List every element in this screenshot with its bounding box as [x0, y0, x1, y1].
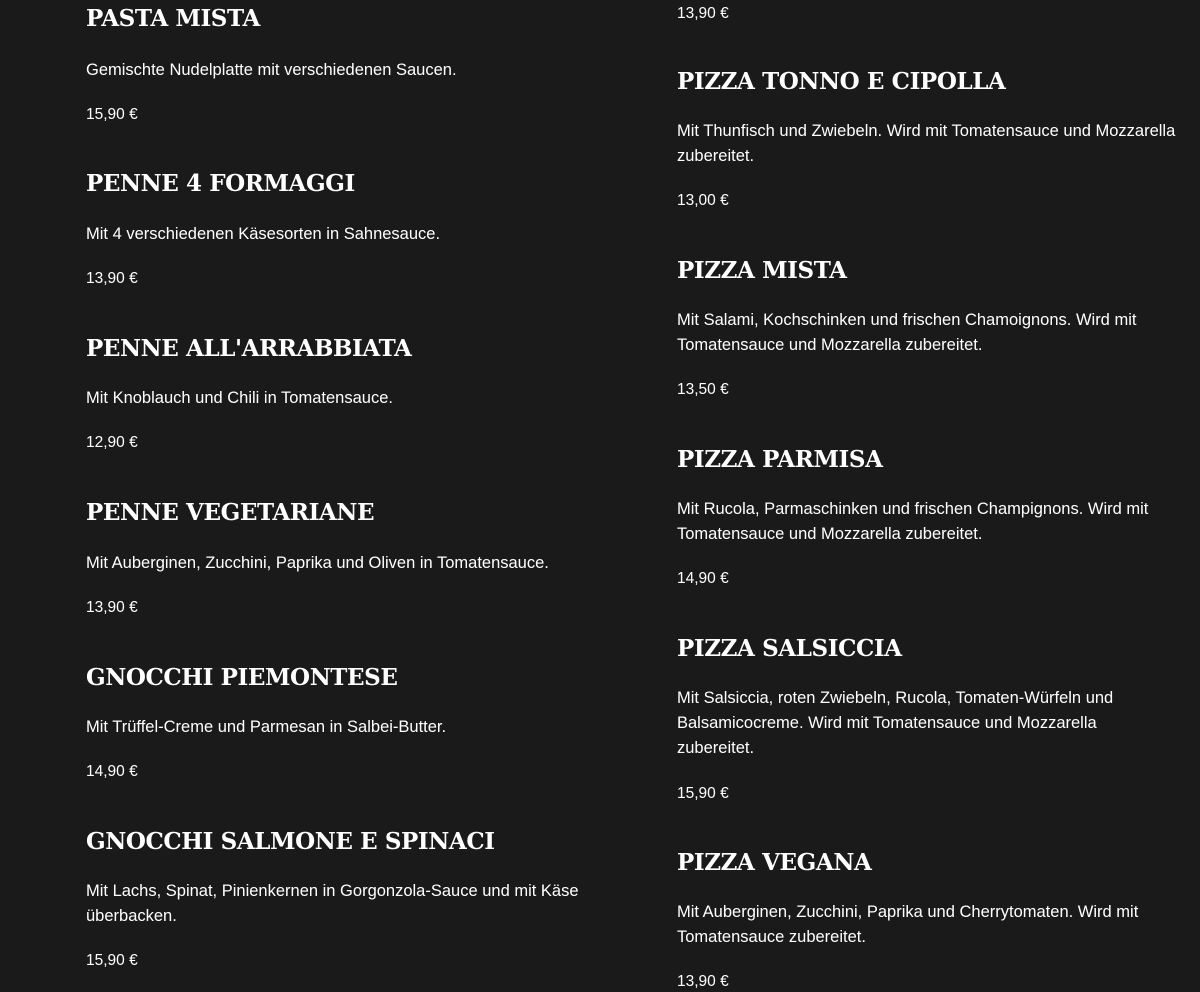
menu-item-title: GNOCCHI SALMONE E SPINACI: [86, 828, 495, 855]
menu-item-title: PENNE VEGETARIANE: [86, 499, 375, 526]
menu-item-price: 12,90 €: [86, 434, 138, 451]
menu-item-description: Mit Salami, Kochschinken und frischen Chamoignons. Wird mit Tomatensauce und Mozzarella zubereitet.: [677, 311, 1137, 354]
menu-item-price: 15,90 €: [677, 785, 729, 802]
menu-item-title: PIZZA SALSICCIA: [677, 635, 902, 662]
menu-item-price: 13,90 €: [86, 599, 138, 616]
menu-item-price: 13,90 €: [86, 270, 138, 287]
menu-item-title: PASTA MISTA: [86, 5, 260, 32]
menu-item-title: PENNE ALL'ARRABBIATA: [86, 335, 412, 362]
menu-item-penne-vegetariane: [86, 498, 586, 619]
menu-item-title: PIZZA MISTA: [677, 257, 847, 284]
menu-item-description: Mit Auberginen, Zucchini, Paprika und Cherrytomaten. Wird mit Tomatensauce zubereitet.: [677, 903, 1139, 946]
menu-item-gnocchi-salmone: [86, 827, 586, 972]
menu-item-description: Mit Thunfisch und Zwiebeln. Wird mit Tomatensauce und Mozzarella zubereitet.: [677, 122, 1176, 165]
menu-item-description: Mit 4 verschiedenen Käsesorten in Sahnesauce.: [86, 225, 441, 243]
menu-item-description: Gemischte Nudelplatte mit verschiedenen Saucen.: [86, 61, 457, 79]
menu-item-title: PIZZA VEGANA: [677, 849, 872, 876]
menu-item-price: 13,00 €: [677, 192, 729, 209]
menu-item-description: Mit Trüffel-Creme und Parmesan in Salbei-Butter.: [86, 718, 447, 736]
menu-item-pizza-salsiccia: [677, 634, 1177, 805]
menu-item-description: Mit Rucola, Parmaschinken und frischen Champignons. Wird mit Tomatensauce und Mozzarella zubereitet.: [677, 500, 1149, 543]
menu-item-price: 13,90 €: [677, 5, 729, 22]
menu-item-description: Mit Knoblauch und Chili in Tomatensauce.: [86, 389, 393, 407]
menu-item-price: 14,90 €: [677, 570, 729, 587]
menu-item-description: Mit Auberginen, Zucchini, Paprika und Oliven in Tomatensauce.: [86, 554, 549, 572]
menu-item-title: PENNE 4 FORMAGGI: [86, 170, 355, 197]
menu-item-pizza-tonno-cipolla: [677, 67, 1177, 212]
menu-item-description: Mit Lachs, Spinat, Pinienkernen in Gorgonzola-Sauce und mit Käse überbacken.: [86, 882, 579, 925]
menu-item-title: GNOCCHI PIEMONTESE: [86, 664, 398, 691]
menu-item-price: 13,90 €: [677, 973, 729, 990]
menu-item-price: 14,90 €: [86, 763, 138, 780]
menu-item-pizza-vegana: [677, 848, 1177, 992]
menu-item-price: 15,90 €: [86, 106, 138, 123]
menu-item-price: 13,50 €: [677, 381, 729, 398]
menu-item-penne-4-formaggi: [86, 169, 586, 290]
menu-item-gnocchi-piemontese: [86, 663, 586, 783]
menu-item-title: PIZZA TONNO E CIPOLLA: [677, 68, 1006, 95]
menu-item-penne-arrabbiata: [86, 334, 586, 454]
menu-item-pizza-parmisa: [677, 445, 1177, 590]
menu-item-pasta-mista: [86, 4, 586, 126]
menu-item-description: Mit Salsiccia, roten Zwiebeln, Rucola, Tomaten-Würfeln und Balsamicocreme. Wird mit Tomatensauce und Mozzarella zubereitet.: [677, 689, 1114, 757]
menu-item-price: 15,90 €: [86, 952, 138, 969]
menu-item-title: PIZZA PARMISA: [677, 446, 883, 473]
menu-item-pizza-mista: [677, 256, 1177, 401]
